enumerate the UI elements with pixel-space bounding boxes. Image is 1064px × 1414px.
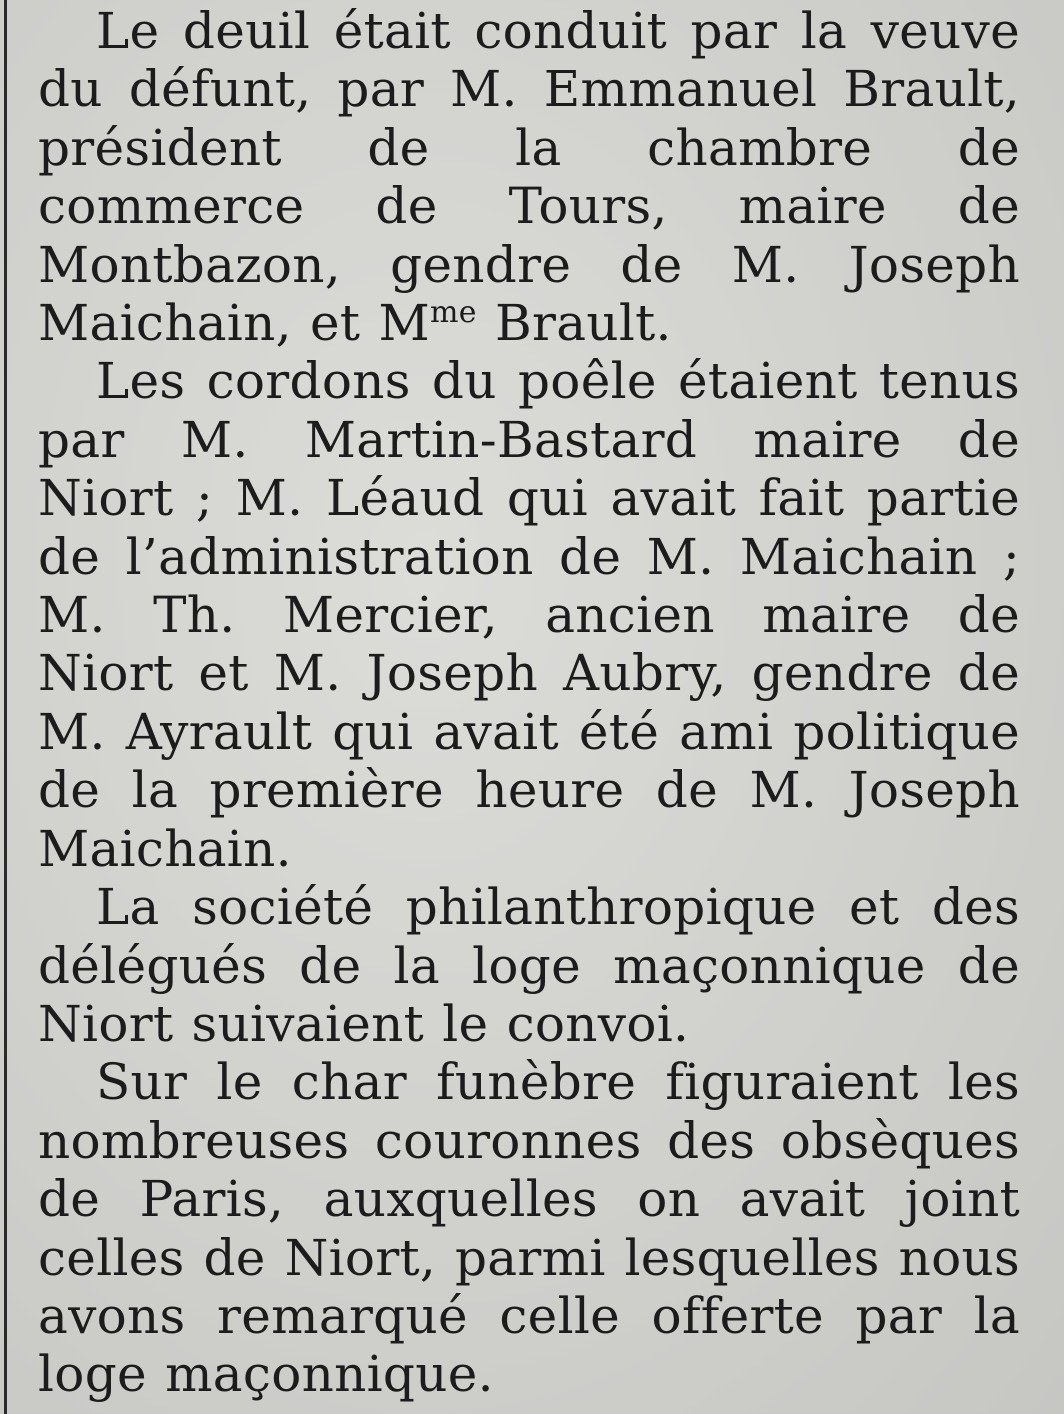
- superscript-abbreviation: me: [429, 295, 477, 331]
- article-column: [38, 0, 1020, 1404]
- paragraph-text-end: Brault.: [476, 294, 672, 353]
- paragraph-text: Le deuil était conduit par la veuve du défunt, par M. Emmanuel Brault, président de la chambre de commerce de Tours, maire de Montbazon, gendre de M. Joseph Maichain, et M: [38, 2, 1020, 353]
- paragraph-hearse: Sur le char funèbre figuraient les nombreuses couronnes des obsèques de Paris, auxquelles on avait joint celles de Niort, parmi lesquelles nous avons remarqué celle offerte par la loge maçonnique.: [38, 1053, 1020, 1404]
- paragraph-mourners: [38, 0, 1020, 352]
- paragraph-pallbearers: Les cordons du poêle étaient tenus par M. Martin-Bastard maire de Niort ; M. Léaud qui avait fait partie de l’administration de M. Maichain ; M. Th. Mercier, ancien maire de Niort et M. Joseph Aubry, gendre de M. Ayrault qui avait été ami politique de la première heure de M. Joseph Maichain.: [38, 352, 1020, 878]
- column-rule: [4, 0, 7, 1414]
- paragraph-procession: La société philanthropique et des délégués de la loge maçonnique de Niort suivaient le convoi.: [38, 878, 1020, 1053]
